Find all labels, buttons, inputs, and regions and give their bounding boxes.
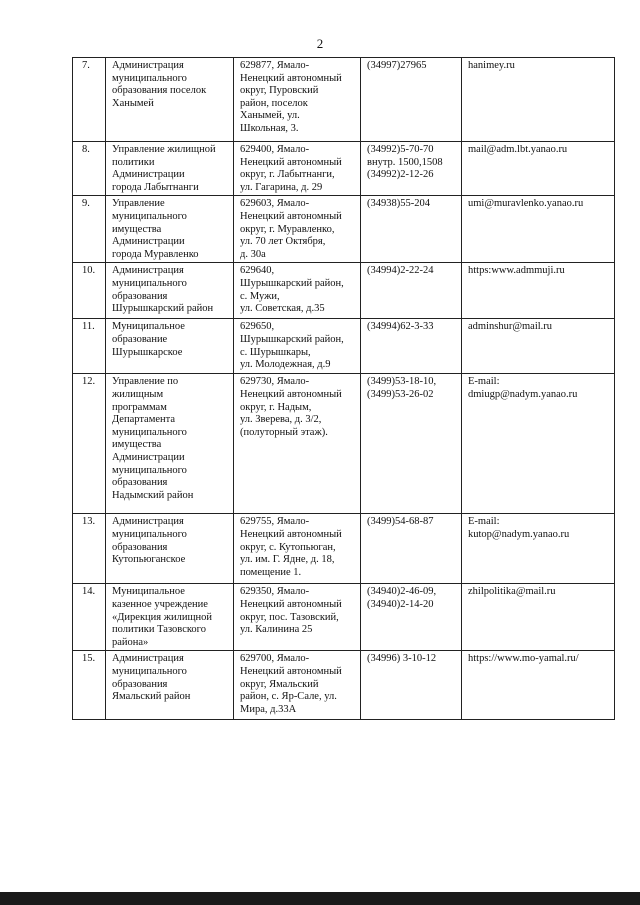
organization-name: Муниципальное образование Шурышкарское [106,319,234,374]
organization-contact: https:www.admmuji.ru [462,263,615,319]
organization-name: Администрация муниципального образования поселок Ханымей [106,58,234,142]
organization-address: 629730, Ямало- Ненецкий автономный округ, г. Надым, ул. Зверева, д. 3/2, (полуторный этаж). [234,374,361,514]
organization-contact: adminshur@mail.ru [462,319,615,374]
organization-address: 629700, Ямало- Ненецкий автономный округ, Ямальский район, с. Яр-Сале, ул. Мира, д.33А [234,651,361,720]
table-row [73,58,615,142]
table-row [73,142,615,196]
row-number: 15. [73,651,106,720]
organization-name: Администрация муниципального образования Ямальский район [106,651,234,720]
organization-phone: (34994)2-22-24 [361,263,462,319]
organization-contact: E-mail: dmiugp@nadym.yanao.ru [462,374,615,514]
organization-address: 629350, Ямало- Ненецкий автономный округ, пос. Тазовский, ул. Калинина 25 [234,584,361,651]
organization-name: Администрация муниципального образования Кутопьюганское [106,514,234,584]
organization-phone: (3499)53-18-10, (3499)53-26-02 [361,374,462,514]
organization-phone: (34938)55-204 [361,196,462,263]
organization-name: Управление по жилищным программам Департамента муниципального имущества Администрации муниципального образования Надымский район [106,374,234,514]
organization-phone: (34996) 3-10-12 [361,651,462,720]
organization-contact: E-mail: kutop@nadym.yanao.ru [462,514,615,584]
table-row [73,319,615,374]
page-number: 2 [316,36,324,51]
organization-name: Управление муниципального имущества Администрации города Муравленко [106,196,234,263]
table-row [73,514,615,584]
scan-bottom-edge [0,892,640,905]
organization-address: 629640, Шурышкарский район, с. Мужи, ул. Советская, д.35 [234,263,361,319]
organization-phone: (3499)54-68-87 [361,514,462,584]
row-number: 12. [73,374,106,514]
organization-phone: (34940)2-46-09, (34940)2-14-20 [361,584,462,651]
table-row [73,374,615,514]
organization-contact: https://www.mo-yamal.ru/ [462,651,615,720]
row-number: 7. [73,58,106,142]
row-number: 13. [73,514,106,584]
row-number: 8. [73,142,106,196]
organization-phone: (34997)27965 [361,58,462,142]
organizations-table [72,57,615,720]
table-row [73,196,615,263]
organization-contact: mail@adm.lbt.yanao.ru [462,142,615,196]
organization-name: Управление жилищной политики Администрации города Лабытнанги [106,142,234,196]
organization-name: Муниципальное казенное учреждение «Дирекция жилищной политики Тазовского района» [106,584,234,651]
organization-contact: hanimey.ru [462,58,615,142]
table-row [73,584,615,651]
organization-contact: zhilpolitika@mail.ru [462,584,615,651]
row-number: 9. [73,196,106,263]
organization-address: 629755, Ямало- Ненецкий автономный округ, с. Кутопьюган, ул. им. Г. Ядне, д. 18, помещение 1. [234,514,361,584]
organization-address: 629877, Ямало- Ненецкий автономный округ, Пуровский район, поселок Ханымей, ул. Школьная, 3. [234,58,361,142]
organization-phone: (34994)62-3-33 [361,319,462,374]
organization-address: 629603, Ямало- Ненецкий автономный округ, г. Муравленко, ул. 70 лет Октября, д. 30а [234,196,361,263]
organization-contact: umi@muravlenko.yanao.ru [462,196,615,263]
organization-address: 629650, Шурышкарский район, с. Шурышкары, ул. Молодежная, д.9 [234,319,361,374]
row-number: 10. [73,263,106,319]
table-row [73,263,615,319]
organization-name: Администрация муниципального образования Шурышкарский район [106,263,234,319]
row-number: 11. [73,319,106,374]
organization-phone: (34992)5-70-70 внутр. 1500,1508 (34992)2-12-26 [361,142,462,196]
row-number: 14. [73,584,106,651]
organization-address: 629400, Ямало- Ненецкий автономный округ, г. Лабытнанги, ул. Гагарина, д. 29 [234,142,361,196]
table-row [73,651,615,720]
